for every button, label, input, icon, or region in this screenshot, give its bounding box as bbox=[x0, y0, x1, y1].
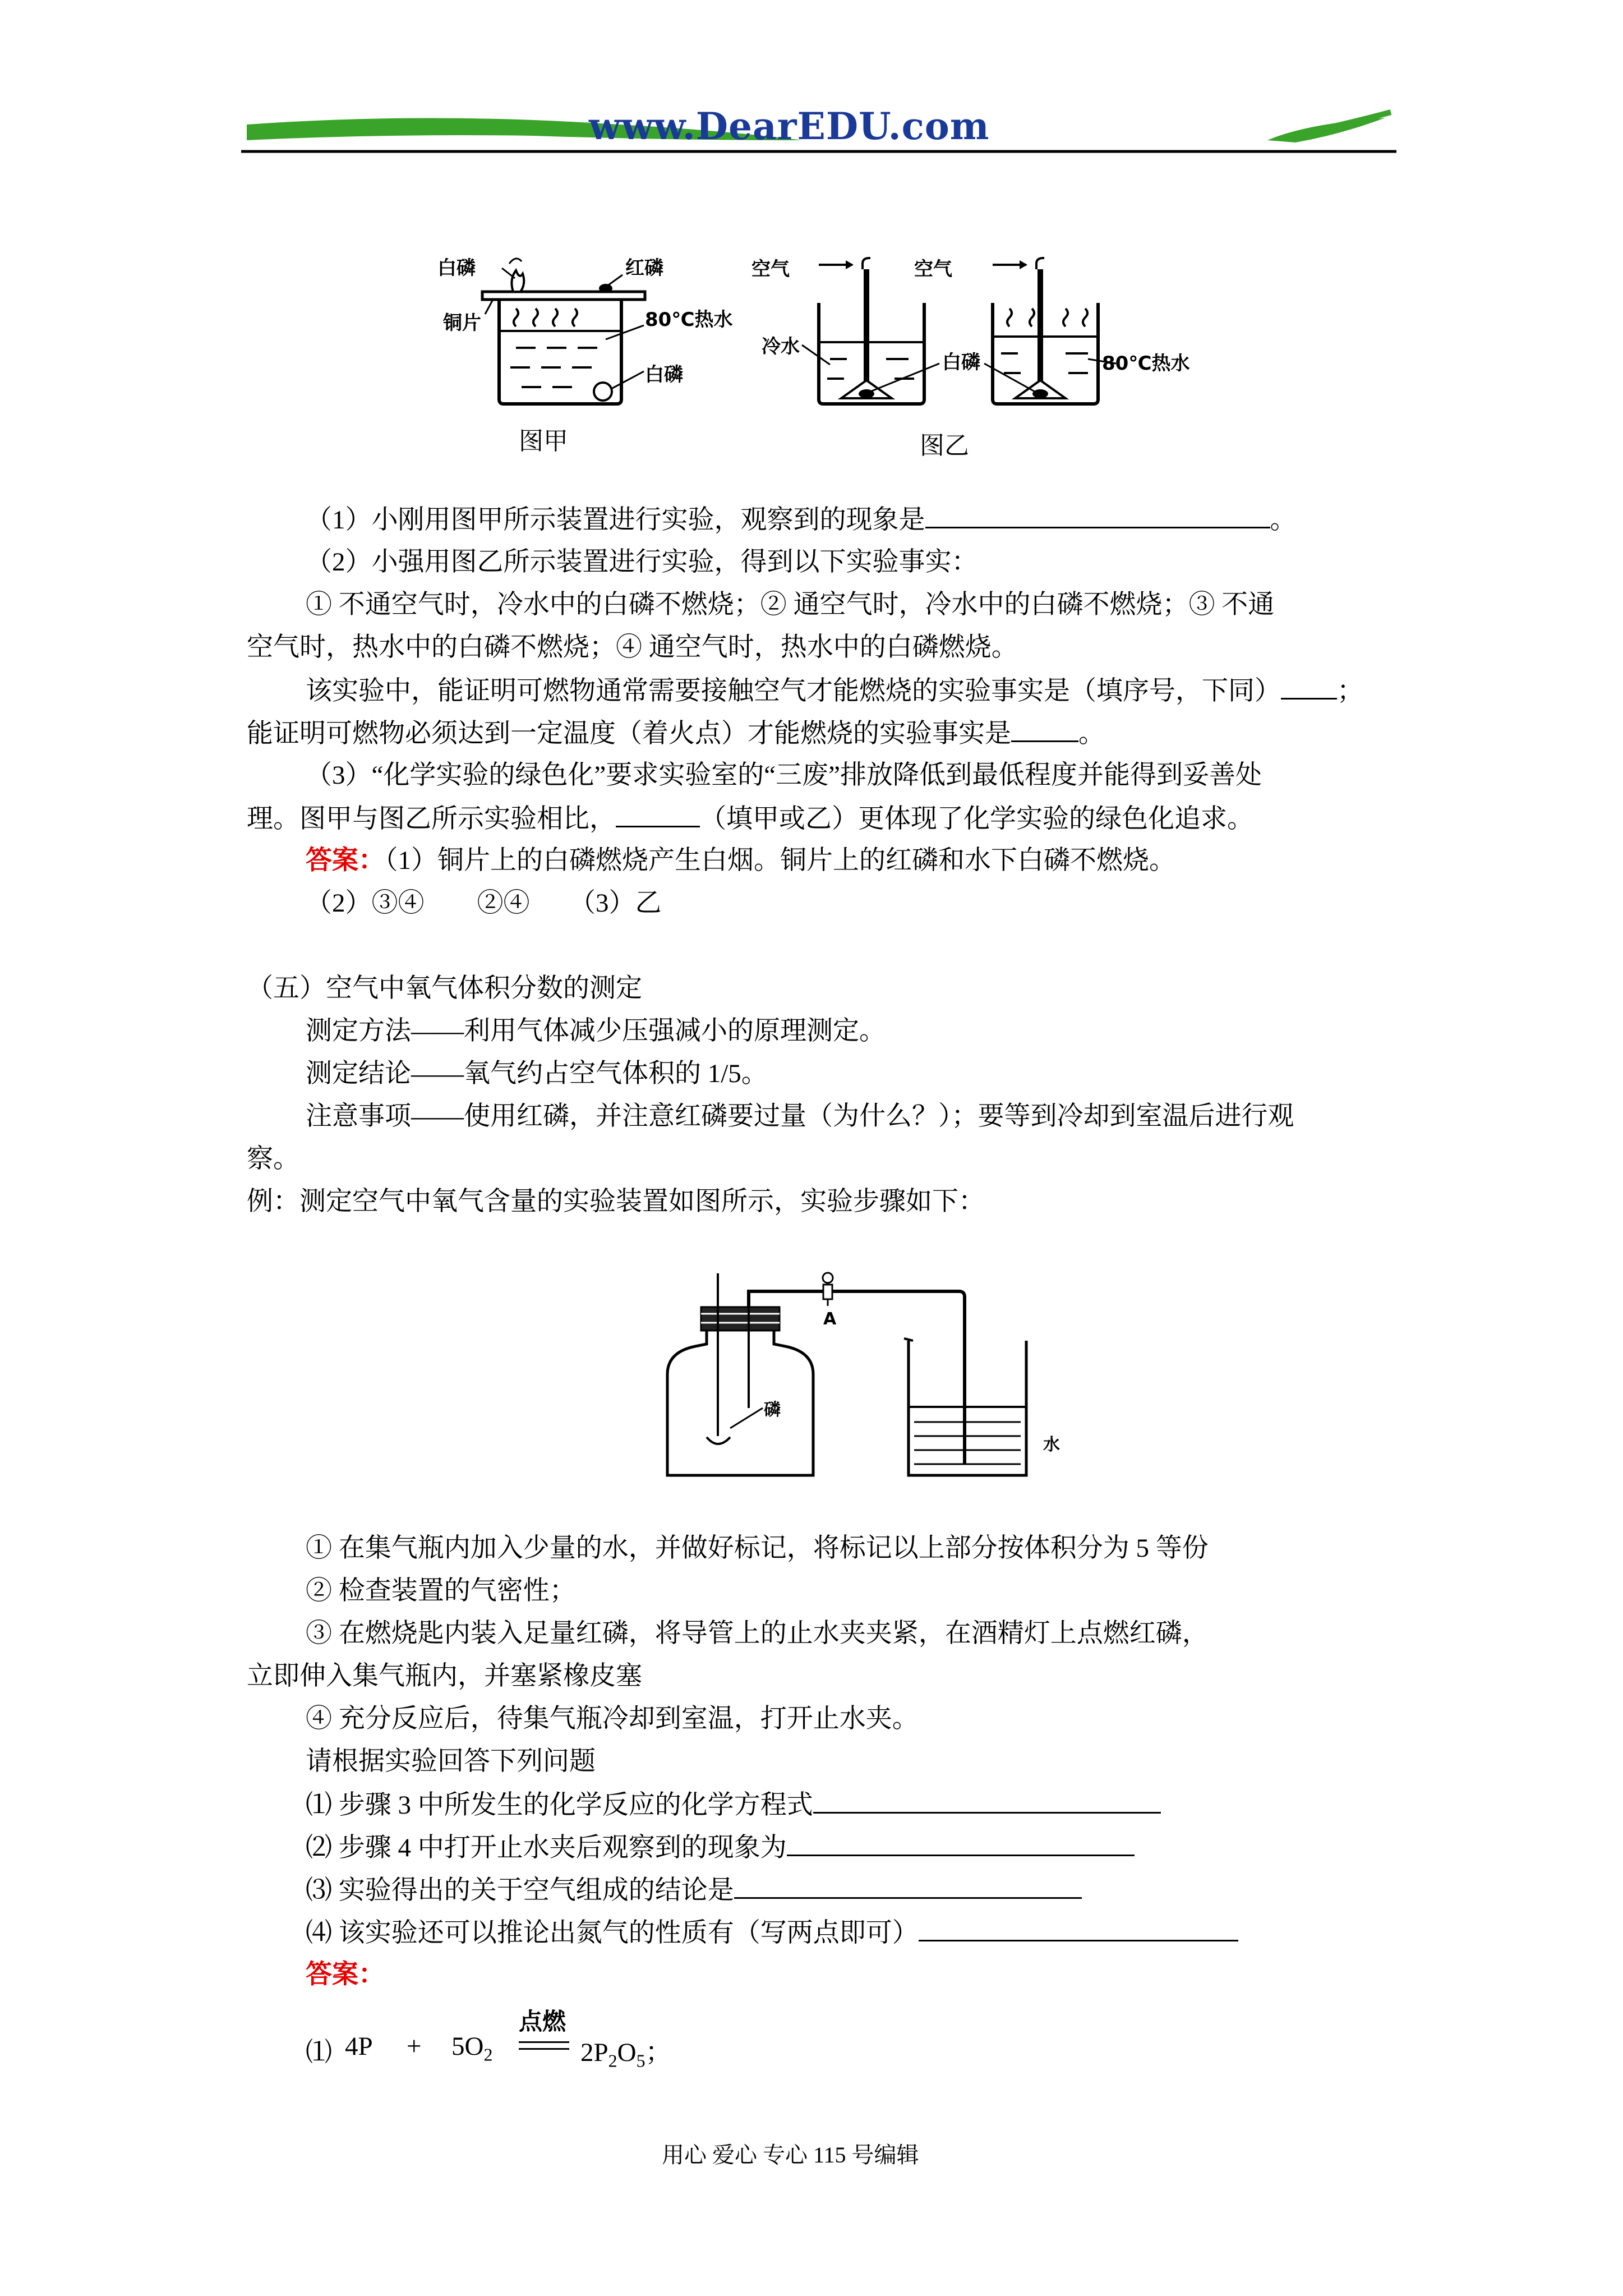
figure-jia bbox=[437, 247, 733, 466]
question-4-text: ⑷ 该实验还可以推论出氮气的性质有（写两点即可） bbox=[306, 1918, 919, 1948]
q1-ask-line1 bbox=[306, 673, 1363, 708]
section5-method: 测定方法——利用气体减少压强减小的原理测定。 bbox=[306, 1016, 886, 1046]
page-header bbox=[241, 101, 1396, 163]
q1-part1 bbox=[306, 502, 1297, 537]
question-3-blank[interactable] bbox=[734, 1872, 1082, 1899]
q1-answer-1: （1）铜片上的白磷燃烧产生白烟。铜片上的红磷和水下白磷不燃烧。 bbox=[385, 846, 1175, 875]
q1-part3-text-a: 理。图甲与图乙所示实验相比， bbox=[247, 804, 616, 834]
label-clamp-a: A bbox=[823, 1309, 837, 1329]
q1-part1-end: 。 bbox=[1270, 505, 1297, 535]
q1-facts-line2: 空气时，热水中的白磷不燃烧；④ 通空气时，热水中的白磷燃烧。 bbox=[247, 633, 1018, 662]
q1-ask-blank-2[interactable] bbox=[1011, 716, 1078, 742]
q1-ask-line2-text: 能证明可燃物必须达到一定温度（着火点）才能燃烧的实验事实是 bbox=[247, 719, 1011, 748]
eq-condition: 点燃 bbox=[519, 2008, 566, 2035]
q1-ask-blank-1[interactable] bbox=[1281, 673, 1337, 700]
eq-number: ⑴ bbox=[306, 2038, 332, 2067]
question-2-text: ⑵ 步骤 4 中打开止水夹后观察到的现象为 bbox=[306, 1833, 787, 1862]
question-4-blank[interactable] bbox=[919, 1915, 1238, 1941]
page-footer: 用心 爱心 专心 115 号编辑 bbox=[662, 2142, 919, 2168]
q1-facts-line1: ① 不通空气时，冷水中的白磷不燃烧；② 通空气时，冷水中的白磷不燃烧；③ 不通 bbox=[306, 590, 1275, 619]
step-1: ① 在集气瓶内加入少量的水，并做好标记，将标记以上部分按体积分为 5 等份 bbox=[306, 1534, 1209, 1563]
answer-label-2 bbox=[306, 1958, 385, 1991]
q1-part1-blank[interactable] bbox=[925, 502, 1270, 528]
label-air-2: 空气 bbox=[914, 258, 952, 280]
q1-answer-line1 bbox=[306, 844, 1175, 877]
question-1 bbox=[306, 1787, 1161, 1822]
eq-product bbox=[580, 2031, 672, 2071]
chemical-equation bbox=[306, 2008, 810, 2073]
q1-part3-text-b: （填甲或乙）更体现了化学实验的绿色化追求。 bbox=[700, 804, 1253, 834]
step-4: ④ 充分反应后，待集气瓶冷却到室温，打开止水夹。 bbox=[306, 1704, 919, 1733]
step-3-line2: 立即伸入集气瓶内，并塞紧橡皮塞 bbox=[247, 1662, 642, 1691]
eq-arrow-bar-top bbox=[519, 2041, 569, 2043]
eq-oxygen-sub: 2 bbox=[483, 2044, 493, 2065]
label-hot-water: 80℃热水 bbox=[645, 309, 733, 331]
caption-yi: 图乙 bbox=[920, 431, 969, 460]
question-4 bbox=[306, 1915, 1238, 1950]
label-white-phosphorus-under-water: 白磷 bbox=[645, 364, 683, 386]
label-air-1: 空气 bbox=[751, 258, 790, 280]
eq-product-o: O bbox=[617, 2038, 637, 2067]
q1-ask-line1-end: ； bbox=[1337, 677, 1363, 706]
answer-label-1: 答案： bbox=[306, 846, 385, 875]
site-url[interactable]: www.DearEDU.com bbox=[589, 104, 990, 148]
label-red-phosphorus: 红磷 bbox=[625, 257, 663, 279]
eq-end: ； bbox=[645, 2038, 672, 2067]
eq-oxygen bbox=[451, 2031, 492, 2065]
section5-conclusion: 测定结论——氧气约占空气体积的 1/5。 bbox=[306, 1059, 768, 1088]
q1-ask-line1-text: 该实验中，能证明可燃物通常需要接触空气才能燃烧的实验事实是（填序号，下同） bbox=[306, 677, 1281, 706]
eq-phosphorus: 4P bbox=[345, 2032, 373, 2061]
label-cold-water: 冷水 bbox=[762, 335, 800, 358]
question-1-text: ⑴ 步骤 3 中所发生的化学反应的化学方程式 bbox=[306, 1791, 813, 1820]
section5-example: 例：测定空气中氧气含量的实验装置如图所示，实验步骤如下： bbox=[247, 1187, 985, 1216]
label-white-phosphorus-yi: 白磷 bbox=[942, 351, 980, 374]
q1-part3-line2 bbox=[247, 801, 1253, 836]
q1-ask-line2 bbox=[247, 716, 1105, 751]
eq-product-p: 2P bbox=[580, 2038, 608, 2067]
eq-product-p-sub: 2 bbox=[608, 2050, 617, 2071]
answer-label-2-text: 答案： bbox=[306, 1960, 385, 1989]
step-2: ② 检查装置的气密性； bbox=[306, 1576, 576, 1605]
question-1-blank[interactable] bbox=[813, 1787, 1161, 1814]
q1-part1-text: （1）小刚用图甲所示装置进行实验，观察到的现象是 bbox=[306, 505, 925, 535]
eq-oxygen-base: 5O bbox=[451, 2032, 484, 2061]
question-2 bbox=[306, 1830, 1135, 1865]
caption-jia: 图甲 bbox=[519, 427, 568, 455]
eq-arrow-bar-bottom bbox=[519, 2048, 569, 2050]
question-3 bbox=[306, 1872, 1082, 1907]
label-water: 水 bbox=[1043, 1435, 1060, 1455]
section5-notes-line1: 注意事项——使用红磷，并注意红磷要过量（为什么？）；要等到冷却到室温后进行观 bbox=[306, 1102, 1294, 1131]
question-2-blank[interactable] bbox=[787, 1830, 1135, 1856]
steps-prompt: 请根据实验回答下列问题 bbox=[306, 1747, 596, 1776]
section5-notes-line2: 察。 bbox=[247, 1144, 299, 1174]
q1-ask-line2-end: 。 bbox=[1078, 719, 1105, 748]
label-copper-plate: 铜片 bbox=[443, 312, 481, 334]
q1-part3-line1: （3）“化学实验的绿色化”要求实验室的“三废”排放降低到最低程度并能得到妥善处 bbox=[306, 761, 1262, 790]
q1-part3-blank[interactable] bbox=[616, 801, 700, 827]
question-3-text: ⑶ 实验得出的关于空气组成的结论是 bbox=[306, 1876, 734, 1905]
label-hot-water-yi: 80℃热水 bbox=[1102, 352, 1190, 375]
q1-part2: （2）小强用图乙所示装置进行实验，得到以下实验事实： bbox=[306, 547, 978, 577]
label-phosphorus: 磷 bbox=[764, 1400, 781, 1420]
figure-apparatus bbox=[645, 1262, 1105, 1487]
eq-plus: + bbox=[407, 2032, 422, 2061]
figure-yi bbox=[751, 247, 1200, 466]
label-white-phosphorus: 白磷 bbox=[437, 257, 476, 279]
step-3-line1: ③ 在燃烧匙内装入足量红磷，将导管上的止水夹夹紧，在酒精灯上点燃红磷， bbox=[306, 1619, 1209, 1648]
q1-answer-line2: （2）③④ ②④ （3）乙 bbox=[306, 889, 662, 918]
section5-title: （五）空气中氧气体积分数的测定 bbox=[247, 974, 642, 1003]
eq-product-o-sub: 5 bbox=[636, 2050, 645, 2071]
